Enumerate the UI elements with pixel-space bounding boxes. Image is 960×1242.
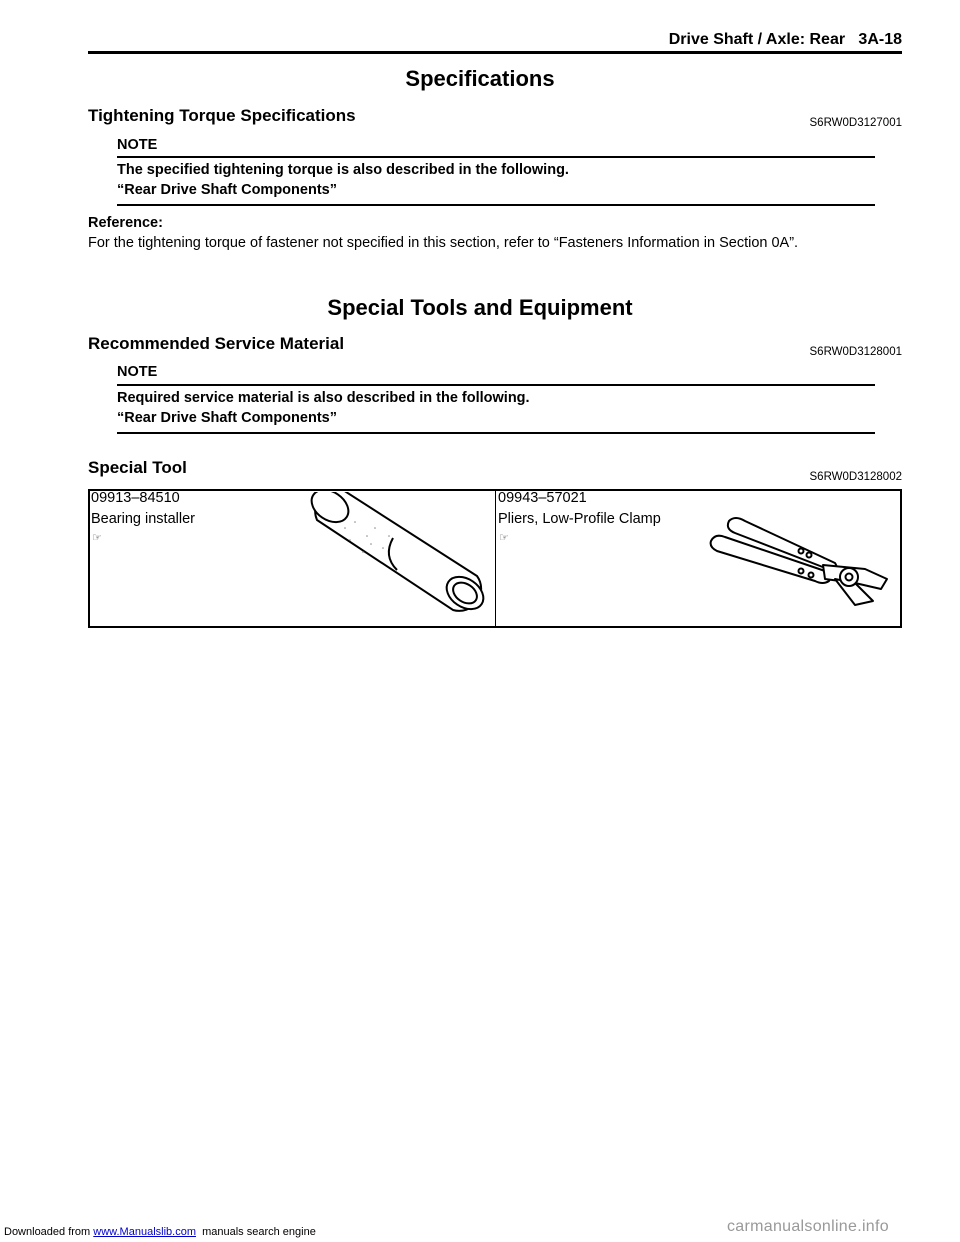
torque-note-bottom-rule — [117, 204, 875, 206]
footer-prefix: Downloaded from — [4, 1226, 94, 1238]
pointing-hand-icon: ☞ — [92, 532, 102, 544]
service-material-code: S6RW0D3128001 — [809, 346, 902, 358]
material-note-line2: “Rear Drive Shaft Components” — [117, 410, 337, 426]
special-tool-heading: Special Tool — [88, 458, 187, 477]
torque-note-line2: “Rear Drive Shaft Components” — [117, 182, 337, 198]
tool-table-divider — [495, 489, 496, 628]
pliers-icon — [705, 513, 895, 613]
reference-label: Reference: — [88, 215, 163, 231]
material-note-line1: Required service material is also described in the following. — [117, 390, 530, 406]
material-note-top-rule — [117, 384, 875, 386]
bearing-installer-icon — [305, 492, 495, 633]
reference-text: For the tightening torque of fastener not specified in this section, refer to “Fasteners Information in Section 0A”. — [88, 235, 799, 251]
watermark: carmanualsonline.info — [727, 1218, 889, 1235]
service-material-heading: Recommended Service Material — [88, 334, 345, 353]
torque-note-line1: The specified tightening torque is also described in the following. — [117, 162, 569, 178]
manualslib-link[interactable]: www.Manualslib.com — [93, 1226, 196, 1238]
tool-1-part-number: 09913–84510 — [91, 490, 180, 506]
footer-download-source — [4, 1226, 316, 1238]
torque-spec-code: S6RW0D3127001 — [809, 117, 902, 129]
tool-2-name: Pliers, Low-Profile Clamp — [498, 511, 661, 527]
header-rule — [88, 51, 902, 54]
specifications-heading: Specifications — [405, 66, 555, 91]
material-note-bottom-rule — [117, 432, 875, 434]
torque-spec-heading: Tightening Torque Specifications — [88, 106, 356, 125]
tool-1-name: Bearing installer — [91, 511, 195, 527]
footer-suffix: manuals search engine — [195, 1226, 316, 1238]
torque-note-label: NOTE — [117, 137, 158, 153]
tool-2-part-number: 09943–57021 — [498, 490, 587, 506]
page-header-title: Drive Shaft / Axle: Rear 3A-18 — [668, 31, 902, 48]
pointing-hand-icon: ☞ — [499, 532, 509, 544]
special-tools-heading: Special Tools and Equipment — [327, 295, 633, 320]
special-tool-code: S6RW0D3128002 — [809, 471, 902, 483]
material-note-label: NOTE — [117, 364, 158, 380]
torque-note-top-rule — [117, 156, 875, 158]
